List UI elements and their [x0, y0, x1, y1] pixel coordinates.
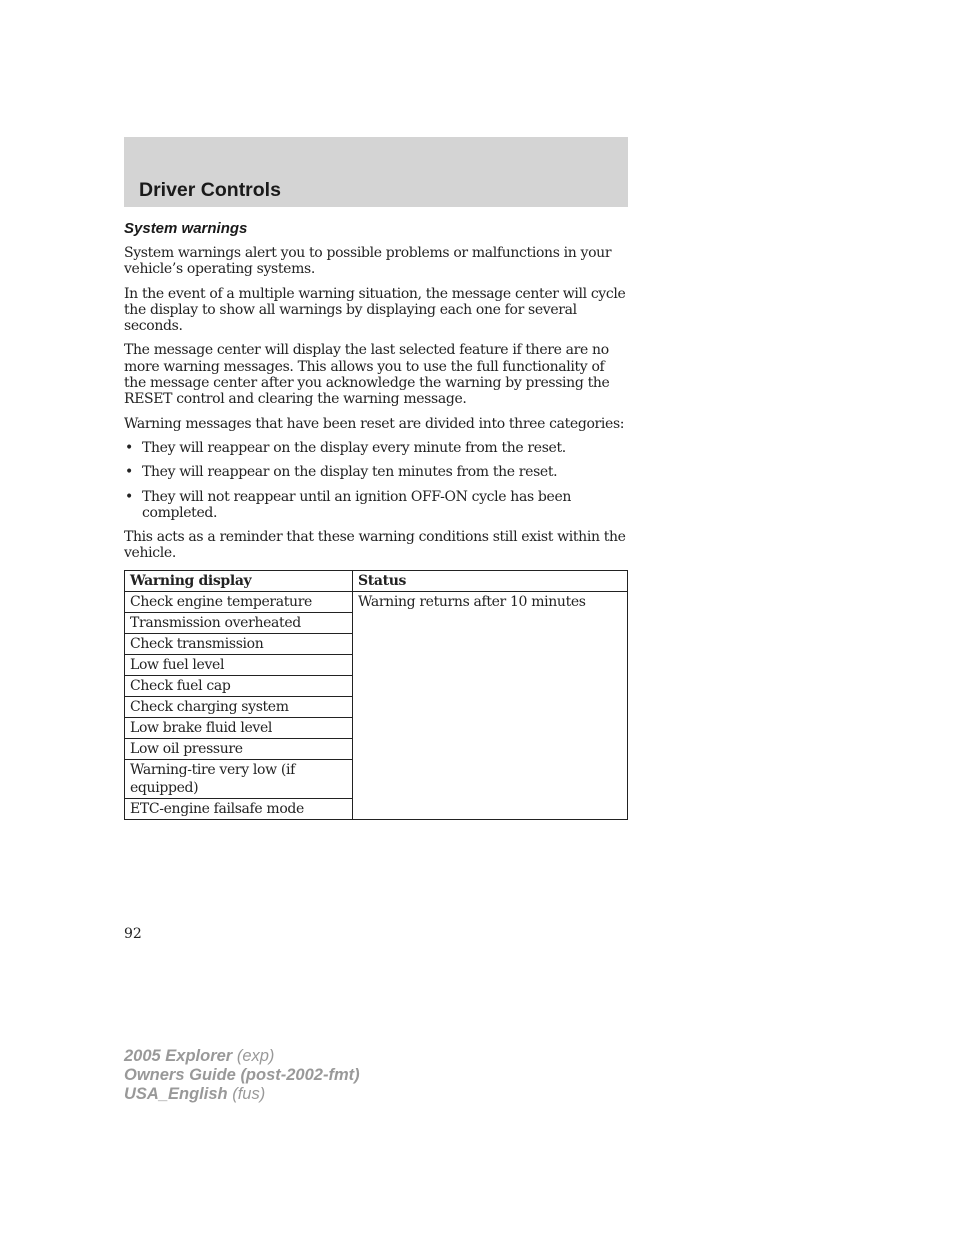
footer-line-guide	[124, 1066, 360, 1085]
bullet-icon: •	[125, 439, 133, 456]
chapter-title: Driver Controls	[139, 179, 281, 201]
warning-cell: ETC-engine failsafe mode	[125, 798, 353, 819]
warning-cell: Transmission overheated	[125, 612, 353, 633]
warning-cell: Check engine temperature	[125, 591, 353, 612]
paragraph-multiple-warnings: In the event of a multiple warning situation, the message center will cycle the display to show all warnings by displaying each one for several seconds.	[124, 285, 626, 335]
list-item	[124, 464, 628, 480]
document-footer	[124, 1047, 360, 1104]
category-list	[124, 440, 628, 521]
list-item	[124, 440, 628, 456]
footer-model: 2005 Explorer	[124, 1047, 233, 1065]
paragraph-intro: System warnings alert you to possible problems or malfunctions in your vehicle’s operating systems.	[124, 245, 612, 278]
warning-cell: Low oil pressure	[125, 738, 353, 759]
paragraph-reminder: This acts as a reminder that these warning conditions still exist within the vehicle.	[124, 529, 626, 562]
column-header-warning-display: Warning display	[125, 570, 353, 591]
table-row	[125, 591, 628, 612]
column-header-status: Status	[353, 570, 628, 591]
footer-model-code: (exp)	[236, 1047, 275, 1065]
list-item-text: They will reappear on the display ten minutes from the reset.	[142, 464, 558, 481]
warning-cell: Low fuel level	[125, 654, 353, 675]
list-item	[124, 489, 628, 522]
chapter-header-band	[124, 137, 628, 207]
footer-line-language	[124, 1085, 360, 1104]
page-content	[124, 219, 628, 820]
table-header-row	[125, 570, 628, 591]
paragraph-last-feature: The message center will display the last selected feature if there are no more warning messages. This allows you to use the full functionality of the message center after you acknowledge the warning by pressing the RESET control and clearing the warning message.	[124, 342, 610, 408]
bullet-icon: •	[125, 488, 133, 505]
footer-language-code: (fus)	[232, 1085, 266, 1103]
warning-cell: Check fuel cap	[125, 675, 353, 696]
warning-table	[124, 570, 628, 820]
warning-cell: Check transmission	[125, 633, 353, 654]
bullet-icon: •	[125, 464, 133, 481]
footer-guide: Owners Guide (post-2002-fmt)	[124, 1066, 360, 1084]
warning-cell: Low brake fluid level	[125, 717, 353, 738]
paragraph-categories: Warning messages that have been reset are divided into three categories:	[124, 415, 625, 432]
page-number: 92	[124, 926, 142, 942]
warning-cell: Warning-tire very low (if equipped)	[125, 759, 353, 798]
status-cell: Warning returns after 10 minutes	[353, 591, 628, 819]
list-item-text: They will reappear on the display every minute from the reset.	[142, 439, 566, 456]
warning-cell: Check charging system	[125, 696, 353, 717]
list-item-text: They will not reappear until an ignition OFF-ON cycle has been completed.	[142, 488, 572, 521]
footer-language: USA_English	[124, 1085, 228, 1103]
footer-line-model	[124, 1047, 360, 1066]
section-title: System warnings	[124, 220, 248, 237]
